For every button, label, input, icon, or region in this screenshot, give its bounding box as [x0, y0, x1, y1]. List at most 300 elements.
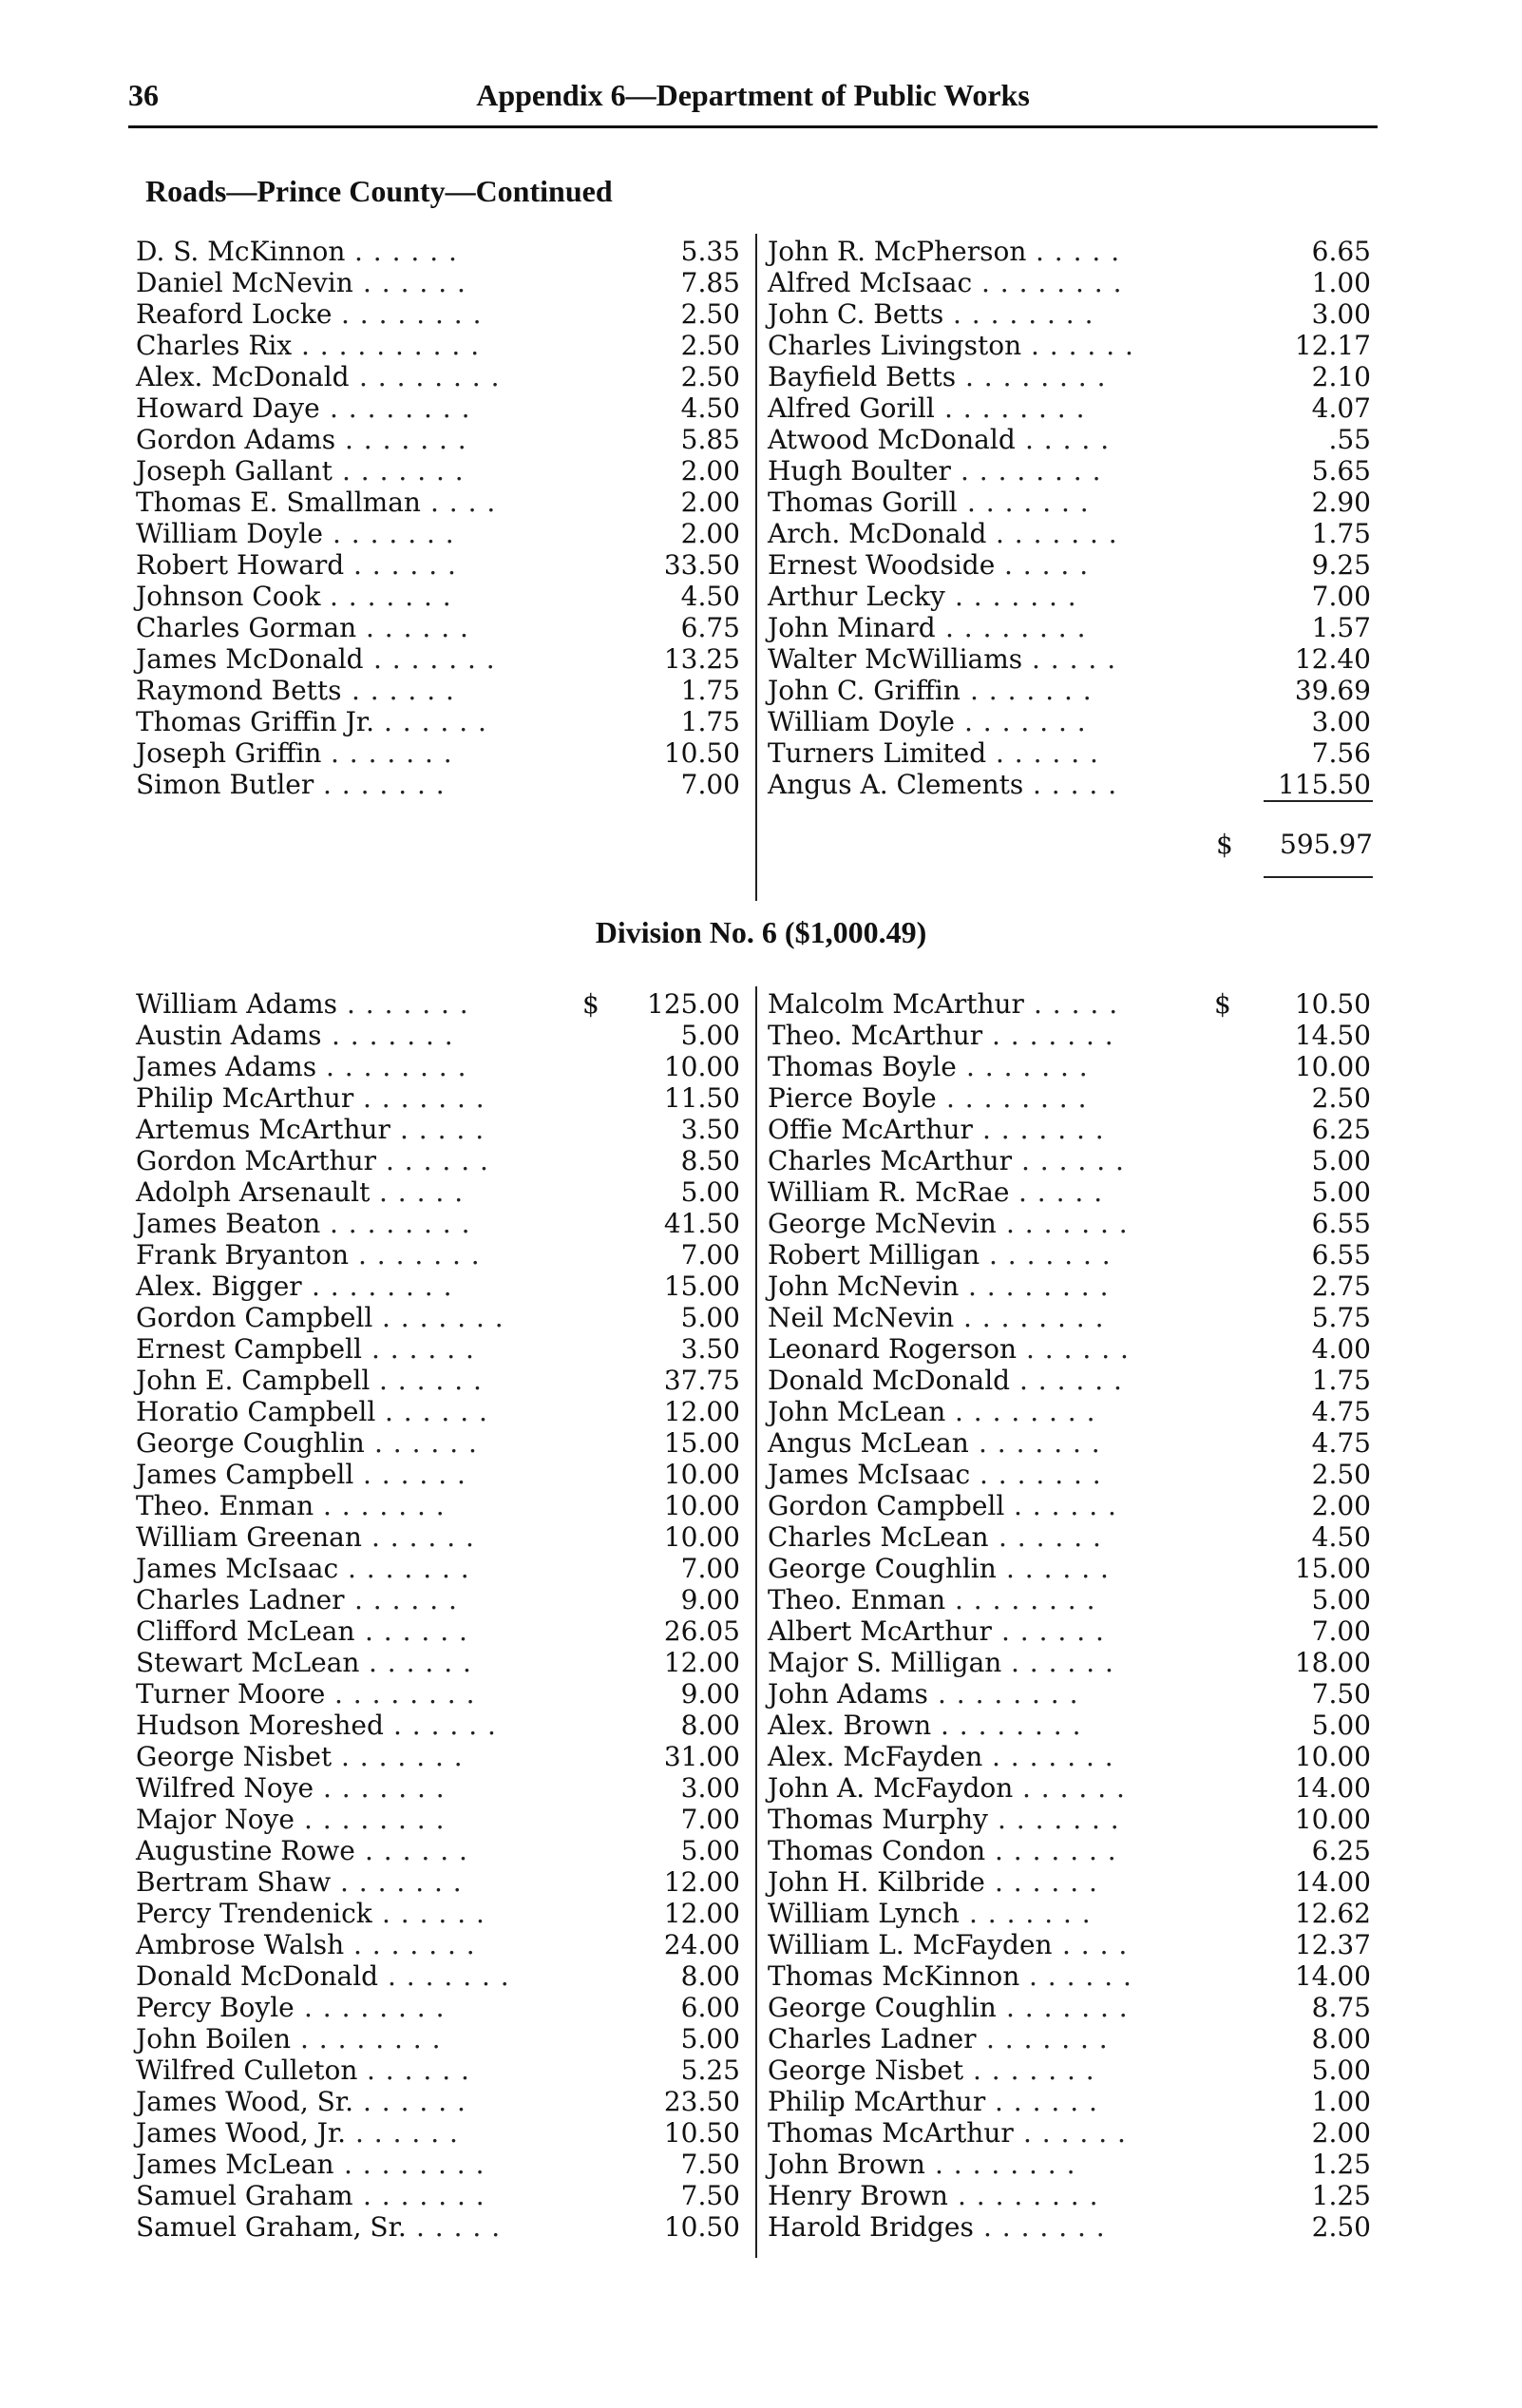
total-amount: 595.97	[1280, 829, 1373, 860]
list-item	[768, 1271, 1371, 1302]
amount: 18.00	[1294, 1647, 1371, 1678]
amount: 11.50	[663, 1082, 740, 1114]
payee-name: Hugh Boulter	[768, 455, 951, 487]
list-item	[136, 1929, 740, 1960]
amount: 4.07	[1311, 392, 1371, 424]
amount: 5.00	[680, 2023, 740, 2054]
amount: 2.50	[680, 361, 740, 392]
payee-name: Howard Daye	[136, 392, 320, 424]
list-item	[136, 1020, 740, 1051]
list-item	[136, 737, 740, 769]
list-item	[768, 1114, 1371, 1145]
list-item	[768, 298, 1371, 330]
payee-name: Raymond Betts	[136, 675, 342, 706]
list-item	[136, 1114, 740, 1145]
leader-dots: . . . . . . .	[979, 1427, 1101, 1459]
leader-dots: . . . . . . . .	[304, 1804, 446, 1835]
payee-name: Atwood McDonald	[768, 424, 1016, 455]
leader-dots: . . . . . . .	[989, 1239, 1112, 1271]
leader-dots: . . . . . .	[1023, 2117, 1127, 2149]
amount: 23.50	[663, 2086, 740, 2117]
list-item	[768, 1866, 1371, 1898]
amount: 1.75	[680, 675, 740, 706]
leader-dots: . . . .	[430, 487, 497, 518]
currency-symbol: $	[582, 988, 599, 1020]
leader-dots: . . . . . . .	[333, 518, 455, 549]
list-item	[768, 581, 1371, 612]
leader-dots: . . . . . . . .	[981, 267, 1123, 298]
list-item	[136, 1302, 740, 1333]
leader-dots: . . . . . . .	[986, 2023, 1109, 2054]
payee-name: Major S. Milligan	[768, 1647, 1002, 1678]
amount: 14.50	[1294, 1020, 1371, 1051]
list-item	[136, 988, 740, 1020]
list-item	[768, 424, 1371, 455]
payee-name: Percy Boyle	[136, 1992, 295, 2023]
leader-dots: . . . . . .	[366, 612, 469, 643]
list-item	[136, 1427, 740, 1459]
leader-dots: . . . .	[1062, 1929, 1129, 1960]
list-item	[768, 1490, 1371, 1521]
leader-dots: . . . . . . .	[964, 706, 1087, 737]
leader-dots: . . . . . . . .	[965, 361, 1107, 392]
list-item	[136, 1396, 740, 1427]
amount: 1.00	[1311, 267, 1371, 298]
list-item	[768, 2149, 1371, 2180]
payee-name: Adolph Arsenault	[136, 1176, 371, 1208]
leader-dots: . . . . . . .	[967, 487, 1090, 518]
leader-dots: . . . . . . .	[955, 581, 1077, 612]
list-item	[768, 1804, 1371, 1835]
list-item	[136, 455, 740, 487]
amount: 6.55	[1311, 1208, 1371, 1239]
list-item	[768, 2180, 1371, 2211]
payee-name: Thomas Murphy	[768, 1804, 988, 1835]
amount: 41.50	[663, 1208, 740, 1239]
payee-name: Albert McArthur	[768, 1615, 992, 1647]
leader-dots: . . . . . . . .	[935, 2149, 1076, 2180]
list-item	[136, 1490, 740, 1521]
payee-name: George Nisbet	[768, 2054, 964, 2086]
leader-dots: . . . . . .	[384, 706, 487, 737]
amount: 1.57	[1311, 612, 1371, 643]
amount: 6.55	[1311, 1239, 1371, 1271]
payee-name: James Wood, Jr.	[136, 2117, 347, 2149]
payee-name: Theo. Enman	[768, 1584, 946, 1615]
payee-name: Joseph Griffin	[136, 737, 322, 769]
list-item	[768, 455, 1371, 487]
leader-dots: . . . . .	[400, 1114, 485, 1145]
list-item	[768, 1647, 1371, 1678]
amount: 8.50	[680, 1145, 740, 1176]
payee-name: George Coughlin	[768, 1553, 997, 1584]
leader-dots: . . . . . .	[1001, 1615, 1105, 1647]
amount: 9.25	[1311, 549, 1371, 581]
amount: 1.75	[1311, 1365, 1371, 1396]
amount: 5.85	[680, 424, 740, 455]
amount: 2.10	[1311, 361, 1371, 392]
amount: 10.50	[1294, 988, 1371, 1020]
payee-name: Charles McArthur	[768, 1145, 1012, 1176]
amount: 2.50	[680, 298, 740, 330]
leader-dots: . . . . . . .	[323, 1772, 446, 1804]
list-item	[136, 2023, 740, 2054]
leader-dots: . . . . . .	[382, 1898, 485, 1929]
amount: 115.50	[1278, 769, 1371, 800]
amount: 10.00	[1294, 1741, 1371, 1772]
total-currency: $	[1216, 829, 1233, 860]
leader-dots: . . . . . . .	[388, 1960, 510, 1992]
leader-dots: . . . . . . .	[330, 581, 452, 612]
payee-name: Alex. McFayden	[768, 1741, 983, 1772]
list-item	[768, 1365, 1371, 1396]
list-item	[136, 2117, 740, 2149]
payee-name: Arch. McDonald	[768, 518, 987, 549]
list-item	[136, 1208, 740, 1239]
list-item	[768, 1960, 1371, 1992]
amount: 2.00	[1311, 1490, 1371, 1521]
list-item	[768, 1208, 1371, 1239]
payee-name: Robert Milligan	[768, 1239, 980, 1271]
leader-dots: . . . . . . . .	[326, 1051, 467, 1082]
leader-dots: . . . . . . .	[983, 2211, 1106, 2243]
amount: 10.00	[1294, 1051, 1371, 1082]
leader-dots: . . . . . . . .	[946, 1082, 1088, 1114]
amount: 125.00	[647, 988, 740, 1020]
amount: 12.40	[1294, 643, 1371, 675]
payee-name: Simon Butler	[136, 769, 314, 800]
leader-dots: . . . . . .	[1026, 1333, 1130, 1365]
leader-dots: . . . . . . . .	[304, 1992, 446, 2023]
amount: 3.00	[1311, 298, 1371, 330]
payee-name: Turner Moore	[136, 1678, 326, 1710]
list-item	[136, 1145, 740, 1176]
payee-name: Angus McLean	[768, 1427, 969, 1459]
list-item	[768, 1051, 1371, 1082]
payee-name: John A. McFaydon	[768, 1772, 1014, 1804]
division-left-column	[136, 988, 740, 2243]
leader-dots: . . . . . .	[363, 267, 466, 298]
amount: 2.50	[680, 330, 740, 361]
amount: 10.50	[663, 737, 740, 769]
payee-name: Joseph Gallant	[136, 455, 333, 487]
list-item	[768, 1741, 1371, 1772]
list-item	[136, 2180, 740, 2211]
leader-dots: . . . . . .	[1031, 330, 1134, 361]
payee-name: John R. McPherson	[768, 236, 1027, 267]
list-item	[136, 330, 740, 361]
payee-name: William Greenan	[136, 1521, 362, 1553]
payee-name: Thomas Griffin Jr.	[136, 706, 375, 737]
payee-name: Horatio Campbell	[136, 1396, 376, 1427]
list-item	[136, 1772, 740, 1804]
amount: 10.00	[663, 1490, 740, 1521]
amount: 4.00	[1311, 1333, 1371, 1365]
payee-name: Theo. Enman	[136, 1490, 314, 1521]
amount: 4.75	[1311, 1427, 1371, 1459]
amount: 24.00	[663, 1929, 740, 1960]
amount: 15.00	[1294, 1553, 1371, 1584]
amount: 6.75	[680, 612, 740, 643]
list-item	[768, 769, 1371, 800]
payee-name: Clifford McLean	[136, 1615, 355, 1647]
list-item	[136, 361, 740, 392]
list-item	[136, 1866, 740, 1898]
list-item	[768, 1521, 1371, 1553]
amount: 14.00	[1294, 1772, 1371, 1804]
amount: 3.50	[680, 1114, 740, 1145]
amount: 4.50	[680, 392, 740, 424]
amount: 5.00	[1311, 1145, 1371, 1176]
list-item	[136, 298, 740, 330]
payee-name: John C. Betts	[768, 298, 944, 330]
list-item	[768, 236, 1371, 267]
list-item	[136, 549, 740, 581]
payee-name: Frank Bryanton	[136, 1239, 350, 1271]
division-title: Division No. 6 ($1,000.49)	[595, 915, 927, 949]
leader-dots: . . . . .	[1004, 549, 1090, 581]
list-item	[136, 424, 740, 455]
leader-dots: . . . . . . .	[341, 1741, 464, 1772]
leader-dots: . . . . . . .	[353, 1929, 476, 1960]
leader-dots: . . . . . . . . . .	[301, 330, 481, 361]
leader-dots: . . . . . . .	[980, 1459, 1102, 1490]
amount: 7.00	[1311, 581, 1371, 612]
leader-dots: . . . . . .	[385, 1396, 488, 1427]
amount: 15.00	[663, 1427, 740, 1459]
leader-dots: . . . . . . .	[973, 2054, 1095, 2086]
amount: 4.50	[1311, 1521, 1371, 1553]
leader-dots: . . . . .	[416, 2211, 502, 2243]
payee-name: Bayfield Betts	[768, 361, 957, 392]
list-item	[768, 392, 1371, 424]
leader-dots: . . . . . .	[365, 1615, 468, 1647]
amount: 12.00	[663, 1898, 740, 1929]
payee-name: Alex. McDonald	[136, 361, 350, 392]
leader-dots: . . . . . . . .	[330, 392, 471, 424]
leader-dots: . . . . . . .	[982, 1114, 1105, 1145]
leader-dots: . . . . . . .	[323, 769, 446, 800]
leader-dots: . . . . .	[379, 1176, 465, 1208]
payee-name: Charles Livingston	[768, 330, 1022, 361]
amount: 5.00	[680, 1176, 740, 1208]
payee-name: Charles Ladner	[768, 2023, 977, 2054]
amount: 7.00	[680, 1804, 740, 1835]
leader-dots: . . . . . . .	[340, 1866, 463, 1898]
payee-name: James Adams	[136, 1051, 317, 1082]
payee-name: Alfred Gorill	[768, 392, 935, 424]
leader-dots: . . . . . . . .	[955, 1396, 1096, 1427]
amount: 1.75	[680, 706, 740, 737]
leader-dots: . . . . . . . .	[344, 2149, 485, 2180]
page-header	[128, 78, 1378, 125]
amount: 12.00	[663, 1396, 740, 1427]
leader-dots: . . . . . . .	[382, 1302, 504, 1333]
leader-dots: . . . . . . .	[323, 1490, 446, 1521]
amount: 2.00	[680, 455, 740, 487]
payee-name: Wilfred Culleton	[136, 2054, 358, 2086]
list-item	[768, 267, 1371, 298]
amount: 2.50	[1311, 1082, 1371, 1114]
amount: 14.00	[1294, 1866, 1371, 1898]
payee-name: Thomas Condon	[768, 1835, 986, 1866]
payee-name: Alfred McIsaac	[768, 267, 973, 298]
leader-dots: . . . . . . .	[992, 1741, 1114, 1772]
amount: 5.65	[1311, 455, 1371, 487]
payee-name: Thomas McArthur	[768, 2117, 1014, 2149]
amount: 12.00	[663, 1647, 740, 1678]
list-item	[136, 236, 740, 267]
amount: 7.00	[680, 1239, 740, 1271]
amount: 2.75	[1311, 1271, 1371, 1302]
leader-dots: . . . . . . . .	[938, 1678, 1079, 1710]
amount: 5.00	[680, 1302, 740, 1333]
leader-dots: . . . . .	[1034, 988, 1119, 1020]
leader-dots: . . . . . .	[1006, 1553, 1110, 1584]
payee-name: Percy Trendenick	[136, 1898, 372, 1929]
payee-name: Ernest Campbell	[136, 1333, 362, 1365]
amount: 6.65	[1311, 236, 1371, 267]
amount: 9.00	[680, 1584, 740, 1615]
column-divider	[755, 986, 757, 2258]
list-item	[768, 1898, 1371, 1929]
payee-name: John Boilen	[136, 2023, 291, 2054]
amount: 12.17	[1294, 330, 1371, 361]
list-item	[768, 1302, 1371, 1333]
payee-name: John C. Griffin	[768, 675, 961, 706]
amount: 2.50	[1311, 2211, 1371, 2243]
list-item	[136, 1365, 740, 1396]
list-item	[136, 581, 740, 612]
list-item	[768, 1615, 1371, 1647]
payee-name: Charles Rix	[136, 330, 293, 361]
list-item	[136, 1176, 740, 1208]
payee-name: Charles McLean	[768, 1521, 989, 1553]
amount: 5.00	[1311, 1710, 1371, 1741]
payee-name: Malcolm McArthur	[768, 988, 1024, 1020]
leader-dots: . . . . . . . .	[944, 392, 1086, 424]
payee-name: Arthur Lecky	[768, 581, 945, 612]
payee-name: D. S. McKinnon	[136, 236, 346, 267]
payee-name: Reaford Locke	[136, 298, 333, 330]
leader-dots: . . . . . . .	[363, 2180, 485, 2211]
list-item	[136, 1835, 740, 1866]
leader-dots: . . . . . .	[371, 1333, 475, 1365]
list-item	[768, 1333, 1371, 1365]
leader-dots: . . . . . .	[355, 2117, 459, 2149]
amount: 2.00	[680, 487, 740, 518]
payee-name: Alex. Brown	[768, 1710, 932, 1741]
list-item	[136, 1678, 740, 1710]
roads-left-column	[136, 236, 740, 800]
list-item	[136, 1804, 740, 1835]
leader-dots: . . . . . .	[393, 1710, 497, 1741]
list-item	[136, 1898, 740, 1929]
list-item	[768, 1678, 1371, 1710]
amount: 31.00	[663, 1741, 740, 1772]
list-item	[768, 2211, 1371, 2243]
payee-name: Philip McArthur	[136, 1082, 354, 1114]
list-item	[136, 769, 740, 800]
leader-dots: . . . . . .	[374, 1427, 478, 1459]
leader-dots: . . . . . . .	[992, 1020, 1114, 1051]
amount: 14.00	[1294, 1960, 1371, 1992]
leader-dots: . . . . . . . .	[334, 1678, 476, 1710]
leader-dots: . . . . . . . .	[968, 1271, 1110, 1302]
payee-name: Neil McNevin	[768, 1302, 955, 1333]
list-item	[136, 267, 740, 298]
payee-name: James Wood, Sr.	[136, 2086, 354, 2117]
column-divider	[755, 234, 757, 901]
list-item	[136, 518, 740, 549]
list-item	[768, 1459, 1371, 1490]
amount: 13.25	[663, 643, 740, 675]
amount: 1.25	[1311, 2149, 1371, 2180]
leader-dots: . . . . . .	[1022, 1772, 1126, 1804]
list-item	[768, 1176, 1371, 1208]
list-item	[136, 1992, 740, 2023]
amount: 5.25	[680, 2054, 740, 2086]
payee-name: Daniel McNevin	[136, 267, 353, 298]
amount: 37.75	[663, 1365, 740, 1396]
leader-dots: . . . . . . .	[363, 1082, 485, 1114]
list-item	[136, 1553, 740, 1584]
leader-dots: . . . . . . .	[348, 1553, 470, 1584]
payee-name: William Lynch	[768, 1898, 960, 1929]
payee-name: Turners Limited	[768, 737, 987, 769]
leader-dots: . . . . . .	[995, 2086, 1098, 2117]
leader-dots: . . . . . . . .	[945, 612, 1087, 643]
payee-name: Stewart McLean	[136, 1647, 360, 1678]
leader-dots: . . . . . . .	[331, 737, 453, 769]
payee-name: Robert Howard	[136, 549, 345, 581]
payee-name: George Nisbet	[136, 1741, 333, 1772]
leader-dots: . . . . .	[1032, 643, 1117, 675]
list-item	[768, 1835, 1371, 1866]
list-item	[136, 1960, 740, 1992]
amount: 7.56	[1311, 737, 1371, 769]
payee-name: John Brown	[768, 2149, 925, 2180]
leader-dots: . . . . . . .	[1006, 1208, 1129, 1239]
list-item	[136, 706, 740, 737]
amount: 5.00	[1311, 1584, 1371, 1615]
leader-dots: . . . . . . .	[996, 518, 1118, 549]
leader-dots: . . . . . . . .	[953, 298, 1094, 330]
payee-name: Gordon Adams	[136, 424, 336, 455]
leader-dots: . . . . . .	[1014, 1490, 1117, 1521]
subtotal-rule	[1264, 800, 1373, 802]
leader-dots: . . . . . . .	[998, 1804, 1120, 1835]
list-item	[136, 1584, 740, 1615]
list-item	[768, 1427, 1371, 1459]
leader-dots: . . . . . .	[996, 737, 1099, 769]
amount: 12.37	[1294, 1929, 1371, 1960]
amount: 4.75	[1311, 1396, 1371, 1427]
payee-name: Donald McDonald	[768, 1365, 1011, 1396]
leader-dots: . . . . . . .	[347, 988, 469, 1020]
payee-name: Harold Bridges	[768, 2211, 974, 2243]
payee-name: Ernest Woodside	[768, 549, 996, 581]
amount: 5.00	[1311, 2054, 1371, 2086]
payee-name: Philip McArthur	[768, 2086, 986, 2117]
header-rule	[128, 125, 1378, 128]
amount: 5.00	[680, 1020, 740, 1051]
list-item	[768, 1082, 1371, 1114]
leader-dots: . . . . . .	[371, 1521, 475, 1553]
amount: 10.00	[1294, 1804, 1371, 1835]
payee-name: Austin Adams	[136, 1020, 322, 1051]
amount: 10.50	[663, 2117, 740, 2149]
